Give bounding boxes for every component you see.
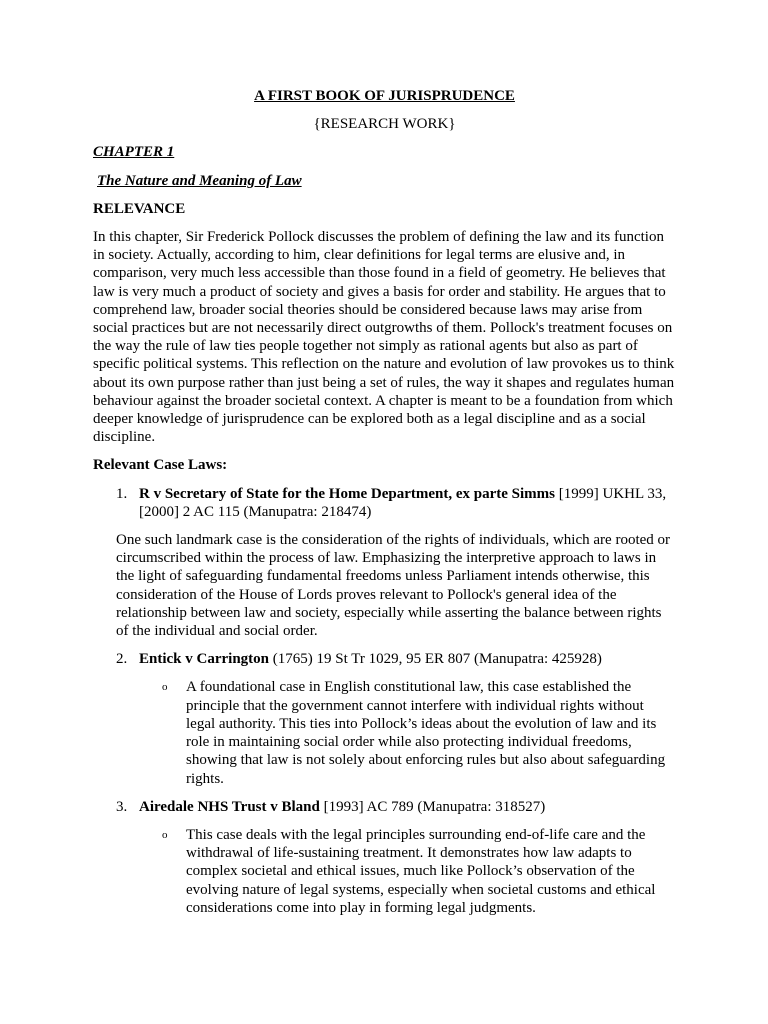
relevance-paragraph: In this chapter, Sir Frederick Pollock discusses the problem of defining the law and its function in society. Actually, according to him, clear definitions for legal terms are elusive and, in comparison, very much less accessible than those found in a field of geometry. He believes that law is very much a product of society and gives a basis for order and stability. He argues that to comprehend law, broader social theories should be considered because laws may arise from social practices but are not necessarily direct outgrowths of them. Pollock's treatment focuses on the way the rule of law ties people together not simply as rational agents but also as part of specific political systems. This reflection on the nature and evolution of law provokes us to think about its own purpose rather than just being a set of rules, the way it shapes and regulates human behaviour against the broader societal context. A chapter is meant to be a foundation from which deeper knowledge of jurisprudence can be explored both as a legal discipline and as a social discipline. (93, 229, 675, 446)
case-citation: [1999] UKHL 33, [2000] 2 AC 115 (Manupatra: 218474) (139, 485, 667, 520)
case-item (93, 650, 676, 787)
relevance-heading: RELEVANCE (93, 200, 186, 217)
case-number: 1. (116, 485, 128, 502)
case-description: One such landmark case is the consideration of the rights of individuals, which are rooted or circumscribed within the process of law. Emphasizing the interpretive approach to laws in the light of safeguarding fundamental freedoms unless Parliament intends otherwise, this consideration of the House of Lords proves relevant to Pollock's general idea of the relationship between law and society, especially while asserting the balance between rights of the individual and social order. (116, 532, 671, 640)
case-bullet (93, 826, 676, 917)
case-citation: [1993] AC 789 (Manupatra: 318527) (319, 798, 546, 815)
document-body (93, 87, 676, 917)
case-bullet (93, 678, 676, 787)
case-name: Entick v Carrington (139, 651, 270, 668)
bullet-marker: o (162, 828, 168, 841)
case-title-line (93, 798, 676, 816)
case-name: R v Secretary of State for the Home Department, ex parte Simms (139, 485, 555, 502)
case-citation-text (139, 798, 676, 816)
document-title: A FIRST BOOK OF JURISPRUDENCE (254, 88, 515, 104)
chapter-heading: CHAPTER 1 (93, 144, 175, 161)
case-citation-text (139, 485, 676, 521)
case-number: 2. (116, 651, 128, 668)
cases-heading: Relevant Case Laws: (93, 457, 228, 474)
case-description: This case deals with the legal principles surrounding end-of-life care and the withdrawal of life-sustaining treatment. It demonstrates how law adapts to complex societal and ethical issues, much like Pollock’s observation of the evolving nature of legal systems, especially when societal customs and ethical considerations come into play in forming legal judgments. (186, 826, 656, 916)
case-item (93, 798, 676, 917)
case-citation: (1765) 19 St Tr 1029, 95 ER 807 (Manupatra: 425928) (269, 651, 602, 668)
case-item (93, 485, 676, 641)
document-subtitle: {RESEARCH WORK} (313, 116, 456, 133)
case-number: 3. (116, 798, 128, 815)
bullet-marker: o (162, 681, 168, 694)
case-title-line (93, 485, 676, 521)
chapter-title: The Nature and Meaning of Law (97, 172, 302, 189)
case-name: Airedale NHS Trust v Bland (139, 798, 320, 815)
case-title-line (93, 650, 676, 668)
case-list (93, 485, 676, 917)
case-description: A foundational case in English constitutional law, this case established the principle that the government cannot interfere with individual rights without legal authority. This ties into Pollock’s ideas about the evolution of law and its role in maintaining social order while also protecting individual freedoms, showing that law is not solely about enforcing rules but also about safeguarding rights. (186, 679, 666, 787)
case-citation-text (139, 650, 676, 668)
